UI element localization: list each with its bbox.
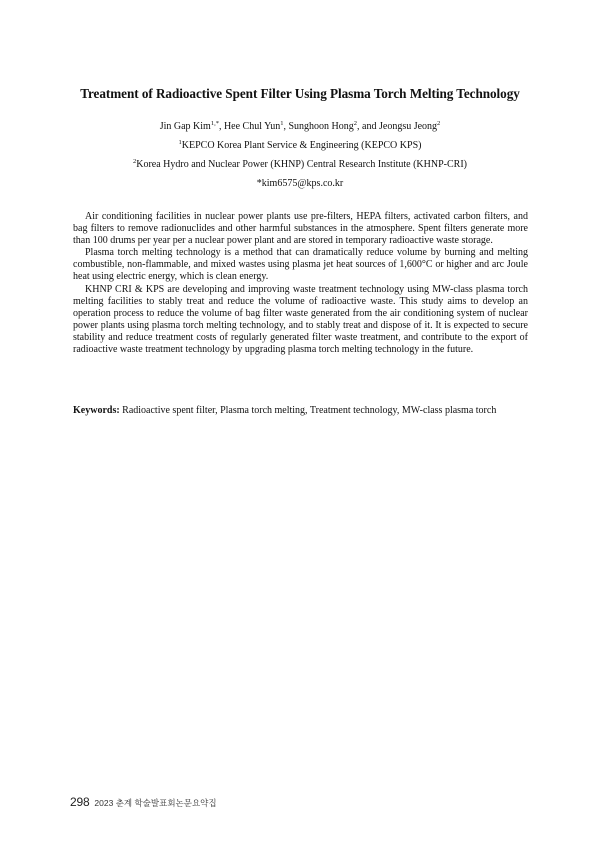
corresponding-email: *kim6575@kps.co.kr [256,178,344,189]
author-separator: , [218,121,224,132]
page-number: 298 [70,795,90,809]
author-name: Hee Chul Yun [223,121,281,132]
page-footer [70,793,217,811]
affiliation-2 [60,158,540,171]
proceedings-title: 2023 춘계 학술발표회논문요약집 [94,798,217,808]
keywords-label: Keywords: [73,405,120,416]
abstract-paragraph: Air conditioning facilities in nuclear power plants use pre-filters, HEPA filters, activated carbon filters, and bag filters to remove radionuclides and other harmful substances in the atmosphere. Spent filters generate more than 100 drums per year per a nuclear power plant and are stored in temporary radioactive waste storage. [73,211,528,247]
abstract-paragraph: Plasma torch melting technology is a method that can dramatically reduce volume by burning and melting combustible, non-flammable, and mixed wastes using plasma jet heat sources of 1,600°C or higher and arc Joule heat using electric energy, which is clean energy. [73,247,528,283]
paper-title: Treatment of Radioactive Spent Filter Using Plasma Torch Melting Technology [80,86,520,101]
author-affiliation-marker: 1,* [210,120,219,128]
author-name: Jeongsu Jeong [378,121,438,132]
affiliation-marker: 2 [133,158,137,166]
author-list [60,120,540,133]
keywords-section [73,405,528,417]
author-affiliation-marker: 2 [353,120,358,128]
author-affiliation-marker: 2 [437,120,441,128]
abstract-body [73,211,528,356]
keywords-text: Radioactive spent filter, Plasma torch melting, Treatment technology, MW-class plasma torch [122,405,497,416]
author-name: Jin Gap Kim [159,121,211,132]
author-separator: , and [357,121,379,132]
affiliation-marker: 1 [178,139,182,147]
author-separator: , [283,121,289,132]
abstract-paragraph: KHNP CRI & KPS are developing and improving waste treatment technology using MW-class plasma torch melting facilities to stably treat and reduce the volume of radioactive waste. This study aims to develop an operation process to reduce the volume of bag filter waste generated from the air conditioning system of nuclear power plants using plasma torch melting technology, and to stably treat and dispose of it. It is expected to secure stability and reduce treatment costs of regularly generated filter waste treatment, and contribute to the export of radioactive waste treatment technology by upgrading plasma torch melting technology in the future. [73,283,528,356]
affiliation-1 [60,139,540,152]
affiliation-text: KEPCO Korea Plant Service & Engineering (KEPCO KPS) [181,140,422,151]
author-name: Sunghoon Hong [288,121,354,132]
author-affiliation-marker: 1 [280,120,284,128]
affiliation-text: Korea Hydro and Nuclear Power (KHNP) Central Research Institute (KHNP-CRI) [136,159,467,170]
